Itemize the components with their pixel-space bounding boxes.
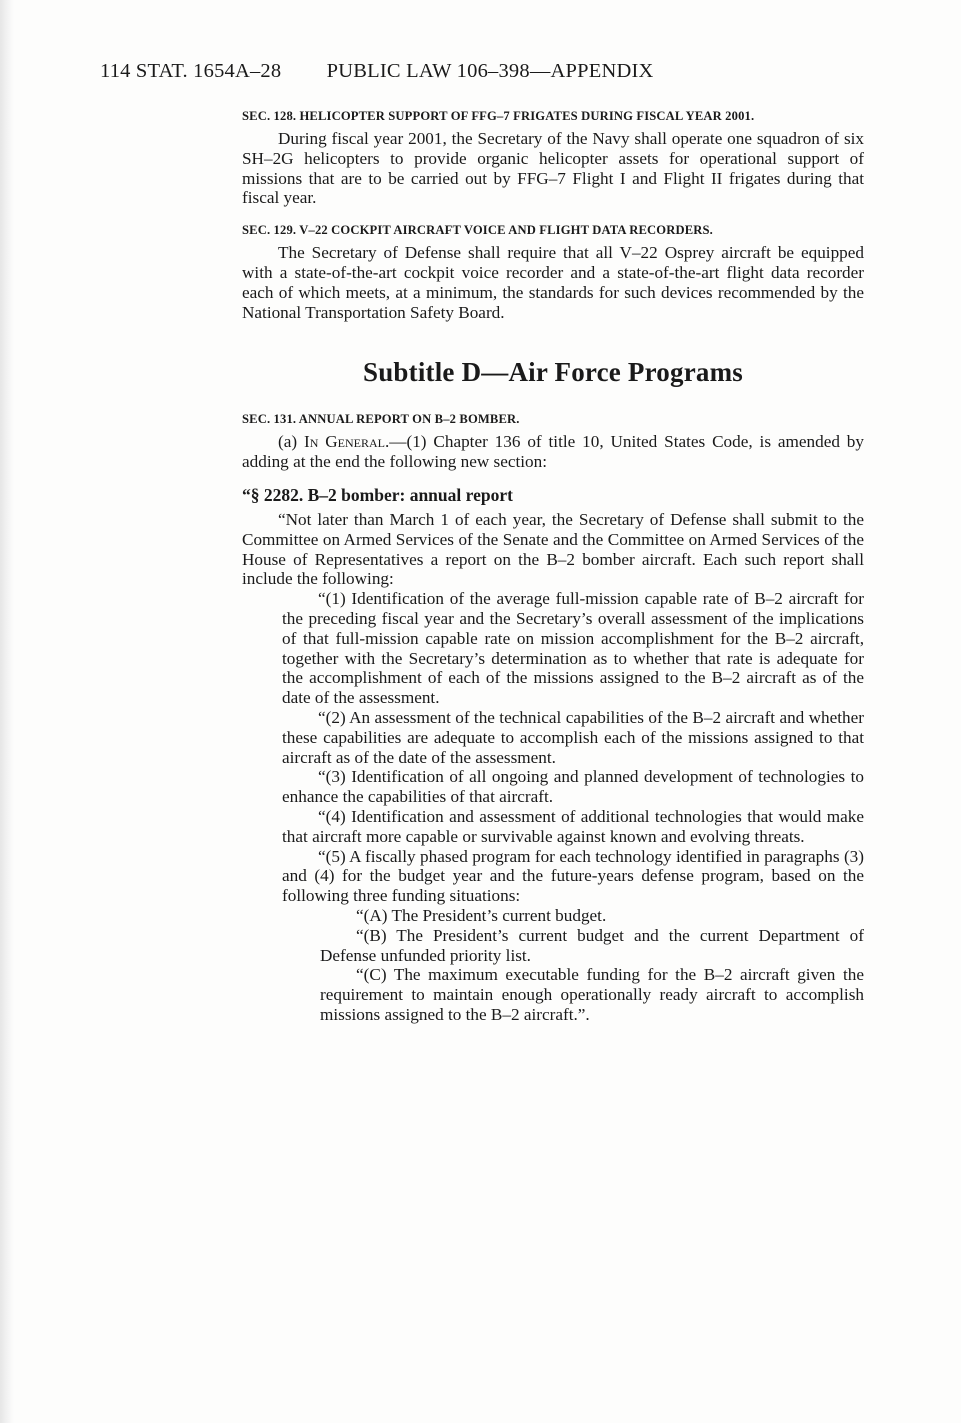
- subparagraph-item: “(B) The President’s current budget and the current Department of Defense unfunded priority list.: [320, 925, 864, 965]
- public-law-title: PUBLIC LAW 106–398—APPENDIX: [326, 60, 654, 82]
- paragraph-item: “(4) Identification and assessment of additional technologies that would make that aircraft more capable or survivable against known and evolving threats.: [282, 806, 864, 846]
- report-requirement-text: “Not later than March 1 of each year, the Secretary of Defense shall submit to the Committee on Armed Services of the Senate and the Committee on Armed Services of the House of Representatives a report on the B–2 bomber aircraft. Each such report shall include the following:: [242, 509, 864, 589]
- subtitle-heading: Subtitle D—Air Force Programs: [363, 357, 743, 388]
- subparagraph-item: “(C) The maximum executable funding for the B–2 aircraft given the requirement to maintain enough operationally ready aircraft to accomplish missions assigned to the B–2 aircraft.”.: [320, 965, 864, 1024]
- subparagraph-item: “(A) The President’s current budget.: [356, 905, 607, 925]
- paragraph-item: “(2) An assessment of the technical capabilities of the B–2 aircraft and whether these capabilities are adequate to accomplish each of the missions assigned to that aircraft as of the date of the assessment.: [282, 707, 864, 767]
- section-128-heading: SEC. 128. HELICOPTER SUPPORT OF FFG–7 FRIGATES DURING FISCAL YEAR 2001.: [242, 109, 755, 123]
- running-header: [100, 60, 860, 83]
- subsection-label: (a): [278, 432, 304, 452]
- section-129-text: The Secretary of Defense shall require that all V–22 Osprey aircraft be equipped with a state-of-the-art cockpit voice recorder and a state-of-the-art flight data recorder each of which meets, at a minimum, the standards for such devices recommended by the National Transportation Safety Board.: [242, 243, 864, 322]
- paragraph-item: “(3) Identification of all ongoing and planned development of technologies to enhance the capabilities of that aircraft.: [282, 767, 864, 807]
- new-section-heading: “§ 2282. B–2 bomber: annual report: [242, 484, 513, 505]
- section-129-heading: SEC. 129. V–22 COCKPIT AIRCRAFT VOICE AND FLIGHT DATA RECORDERS.: [242, 223, 713, 238]
- paragraph-item: “(5) A fiscally phased program for each technology identified in paragraphs (3) and (4) for the budget year and the future-years defense program, based on the following three funding situations:: [282, 846, 864, 906]
- page-edge-shadow: [0, 0, 14, 1423]
- paragraph-item: “(1) Identification of the average full-mission capable rate of B–2 aircraft for the preceding fiscal year and the Secretary’s overall assessment of the implications of that full-mission capable rate on mission accomplishment for the B–2 aircraft, together with the Secretary’s determination as to whether that rate is adequate for the accomplishment of each of the missions assigned to the B–2 aircraft as of the date of the assessment.: [282, 589, 864, 708]
- section-128-text: During fiscal year 2001, the Secretary of the Navy shall operate one squadron of six SH–2G helicopters to provide organic helicopter assets for operational support of missions that are to be carried out by FFG–7 Flight I and Flight II frigates during that fiscal year.: [242, 129, 864, 208]
- statute-citation: 114 STAT. 1654A–28: [100, 60, 282, 82]
- subsection-text: .—(1) Chapter 136 of title 10, United States Code, is amended by adding at the end the following new section:: [242, 432, 864, 472]
- subsection-caption: In General: [303, 432, 385, 452]
- section-131-heading: SEC. 131. ANNUAL REPORT ON B–2 BOMBER.: [242, 412, 520, 427]
- document-body: [242, 107, 864, 1025]
- section-131-intro: [242, 432, 864, 472]
